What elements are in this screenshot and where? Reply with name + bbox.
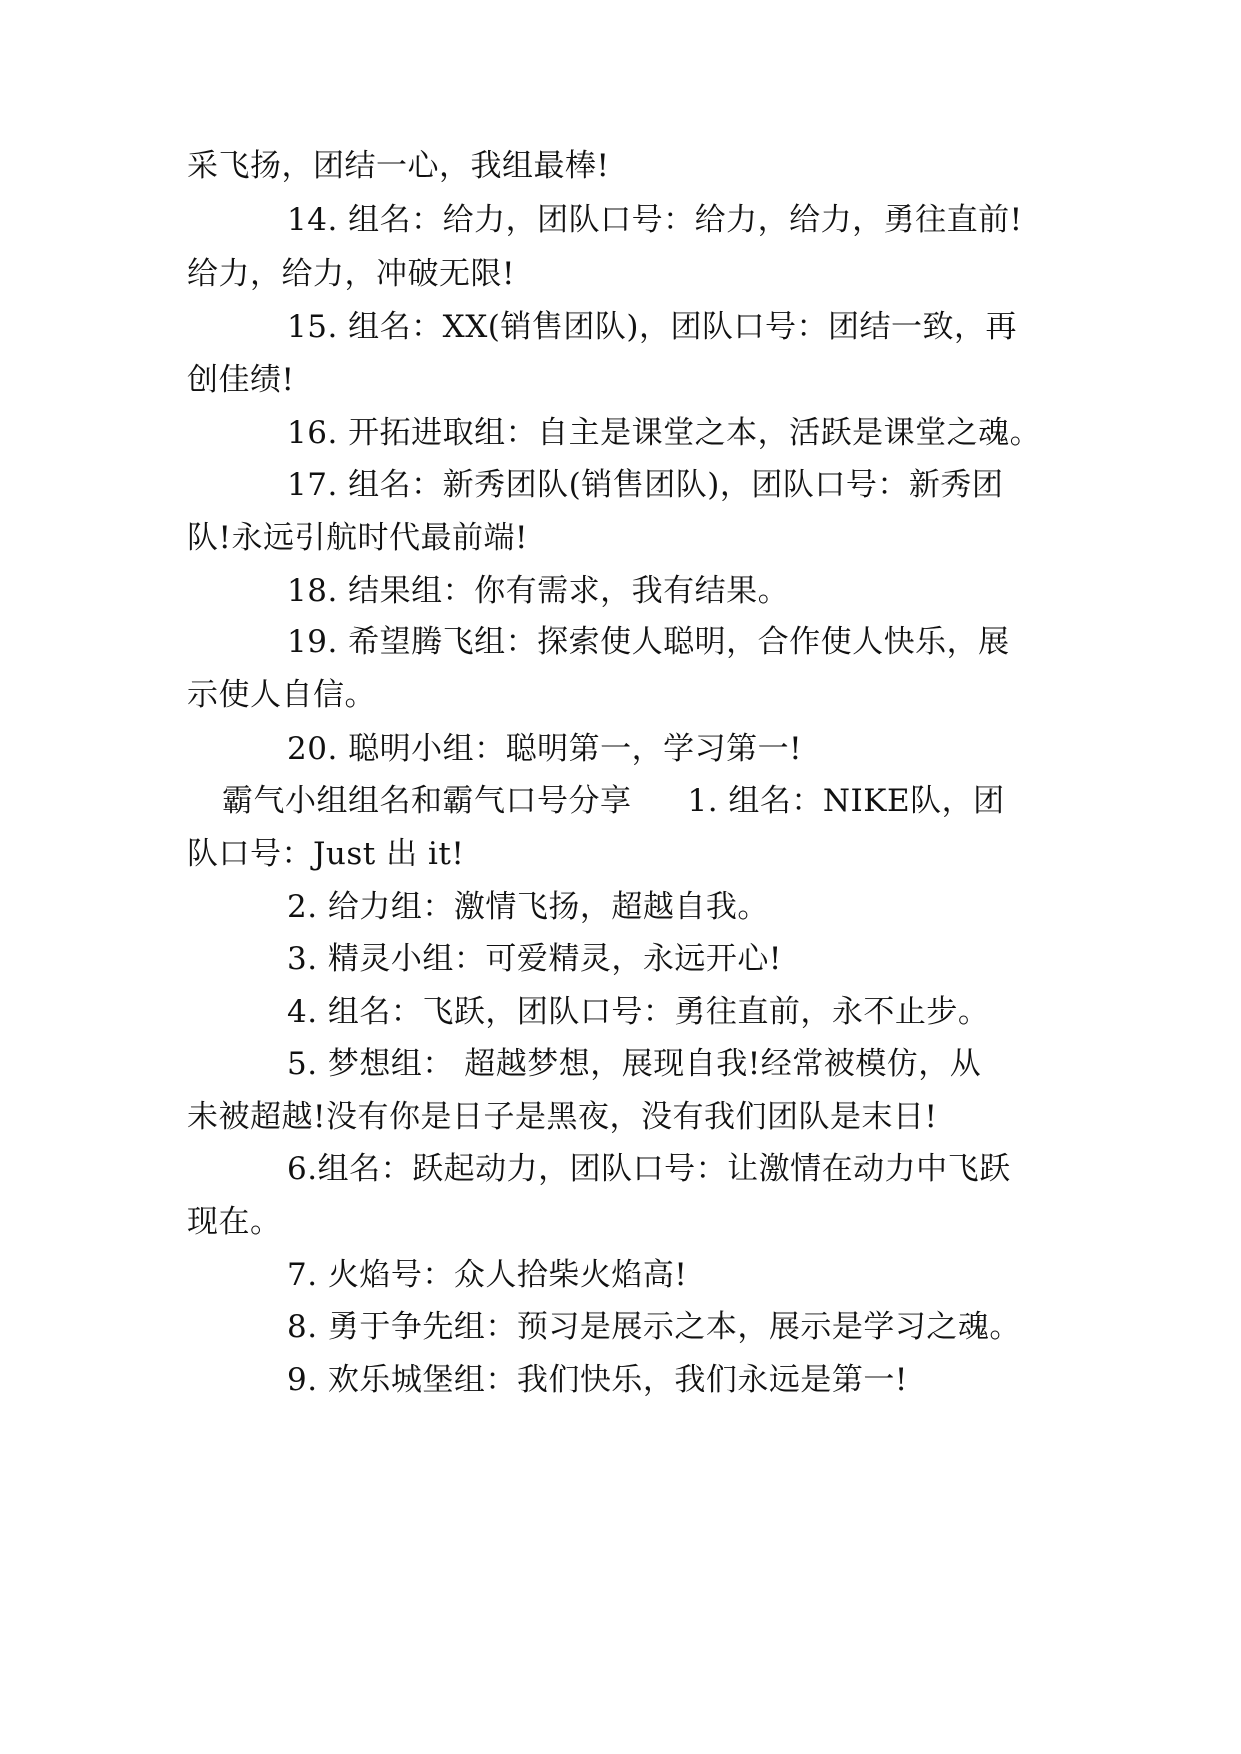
text-line: 创佳绩!: [187, 362, 295, 398]
text-line: 采飞扬，团结一心，我组最棒!: [187, 148, 610, 184]
section-heading: 霸气小组组名和霸气口号分享: [222, 783, 632, 819]
text-line: 8. 勇于争先组：预习是展示之本，展示是学习之魂。: [287, 1309, 1021, 1345]
text-line: 20. 聪明小组：聪明第一，学习第一!: [287, 731, 803, 767]
text-line: 19. 希望腾飞组：探索使人聪明，合作使人快乐，展: [287, 624, 1010, 660]
text-line: 16. 开拓进取组：自主是课堂之本，活跃是课堂之魂。: [287, 415, 1042, 451]
text-line: 4. 组名：飞跃，团队口号：勇往直前，永不止步。: [287, 994, 990, 1030]
text-line: 3. 精灵小组：可爱精灵，永远开心!: [287, 941, 782, 977]
text-line: 9. 欢乐城堡组：我们快乐，我们永远是第一!: [287, 1362, 908, 1398]
text-segment: 1. 组名：NIKE队，团: [687, 783, 1005, 819]
text-line: 6.组名：跃起动力，团队口号：让激情在动力中飞跃: [287, 1151, 1011, 1187]
text-line: 给力，给力，冲破无限!: [187, 256, 515, 292]
text-line: 17. 组名：新秀团队(销售团队)，团队口号：新秀团: [287, 467, 1004, 503]
text-line: 现在。: [187, 1204, 282, 1240]
section-heading-line: [222, 781, 1102, 821]
text-line: 2. 给力组：激情飞扬，超越自我。: [287, 889, 769, 925]
text-line: 15. 组名：XX(销售团队)，团队口号：团结一致，再: [287, 309, 1017, 345]
text-line: 队!永远引航时代最前端!: [187, 520, 528, 556]
text-line: 18. 结果组：你有需求，我有结果。: [287, 573, 790, 609]
text-line: 未被超越!没有你是日子是黑夜，没有我们团队是末日!: [187, 1099, 938, 1135]
text-line: 14. 组名：给力，团队口号：给力，给力，勇往直前!: [287, 202, 1023, 238]
text-line: 队口号：Just 出 it!: [187, 836, 465, 872]
text-line: 5. 梦想组： 超越梦想，展现自我!经常被模仿，从: [287, 1046, 982, 1082]
text-line: 示使人自信。: [187, 677, 376, 713]
text-line: 7. 火焰号：众人拾柴火焰高!: [287, 1257, 688, 1293]
